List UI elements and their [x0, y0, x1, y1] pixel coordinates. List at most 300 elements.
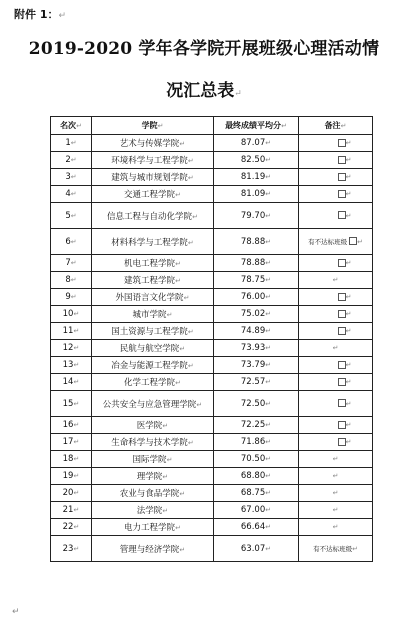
paragraph-mark-icon: ↵ [70, 259, 77, 267]
rank-value: 2 [65, 155, 71, 165]
paragraph-mark-icon: ↵ [73, 378, 80, 386]
college-cell [92, 502, 214, 519]
paragraph-mark-icon: ↵ [345, 399, 352, 408]
paragraph-mark-icon: ↵ [73, 523, 80, 531]
table-row [51, 485, 373, 502]
paragraph-mark-icon: ↵ [73, 438, 80, 446]
note-cell [299, 374, 373, 391]
college-name: 艺术与传媒学院 [119, 139, 180, 149]
table-row [51, 203, 373, 229]
score-cell [214, 186, 299, 203]
score-value: 72.50 [240, 398, 266, 409]
paragraph-mark-icon: ↵ [357, 237, 363, 246]
rank-value: 23 [62, 543, 74, 554]
note-cell [299, 203, 373, 229]
table-row [51, 391, 373, 417]
note-text: 有不达标班级 [313, 544, 353, 553]
college-cell [92, 485, 214, 502]
score-cell [214, 391, 299, 417]
paragraph-mark-icon: ↵ [265, 310, 272, 318]
paragraph-mark-icon: ↵ [73, 310, 80, 318]
table-row [51, 434, 373, 451]
college-cell [92, 468, 214, 485]
rank-value: 16 [62, 420, 74, 430]
score-cell [214, 434, 299, 451]
college-name: 冶金与能源工程学院 [111, 361, 188, 371]
paragraph-mark-icon: ↵ [265, 276, 272, 284]
paragraph-mark-icon: ↵ [345, 259, 352, 267]
score-cell [214, 374, 299, 391]
note-cell [299, 485, 373, 502]
note-cell [299, 502, 373, 519]
note-cell [299, 135, 373, 152]
paragraph-mark-icon: ↵ [175, 191, 181, 199]
checkbox-icon [338, 211, 346, 219]
score-cell [214, 519, 299, 536]
paragraph-mark-icon: ↵ [265, 211, 272, 220]
paragraph-mark-icon: ↵ [265, 472, 272, 480]
table-row [51, 374, 373, 391]
score-value: 66.64 [240, 522, 266, 532]
score-cell [214, 536, 299, 562]
paragraph-mark-icon: ↵ [70, 211, 77, 220]
college-name: 环境科学与工程学院 [111, 156, 188, 166]
paragraph-mark-icon: ↵ [73, 455, 80, 463]
rank-cell [51, 519, 92, 536]
rank-value: 3 [65, 172, 71, 182]
paragraph-mark-icon: ↵ [345, 361, 352, 369]
paragraph-mark-icon: ↵ [73, 506, 80, 514]
paragraph-mark-icon: ↵ [345, 327, 352, 335]
paragraph-mark-icon: ↵ [187, 174, 194, 182]
table-row [51, 229, 373, 255]
paragraph-mark-icon: ↵ [187, 439, 194, 447]
paragraph-mark-icon: ↵ [265, 237, 272, 246]
attachment-label-text: 附件 1： [14, 8, 59, 21]
paragraph-mark-icon: ↵ [166, 456, 173, 464]
rank-value: 22 [62, 522, 74, 532]
score-cell [214, 357, 299, 374]
rank-cell [51, 417, 92, 434]
rank-value: 17 [62, 437, 74, 447]
note-cell [299, 152, 373, 169]
attachment-label [14, 6, 66, 22]
paragraph-mark-icon: ↵ [345, 190, 352, 198]
checkbox-icon [338, 327, 346, 335]
college-cell [92, 169, 214, 186]
checkbox-icon [338, 438, 346, 446]
rank-cell [51, 451, 92, 468]
college-cell [92, 519, 214, 536]
table-row [51, 323, 373, 340]
table-row [51, 186, 373, 203]
paragraph-mark-icon: ↵ [265, 156, 272, 164]
paragraph-mark-icon: ↵ [332, 489, 339, 497]
score-cell [214, 340, 299, 357]
score-value: 81.19 [240, 172, 266, 182]
paragraph-mark-icon: ↵ [187, 328, 194, 336]
paragraph-mark-icon: ↵ [332, 344, 339, 352]
header-college: 学院↵ [92, 117, 214, 135]
college-name: 医学院 [136, 421, 163, 431]
paragraph-mark-icon: ↵ [179, 545, 186, 554]
table-row [51, 272, 373, 289]
note-cell [299, 169, 373, 186]
note-text: 有不达标班级 [308, 237, 348, 246]
paragraph-mark-icon: ↵ [265, 190, 272, 198]
header-rank: 名次↵ [51, 117, 92, 135]
paragraph-mark-icon: ↵ [73, 399, 80, 408]
college-cell [92, 229, 214, 255]
college-name: 法学院 [136, 506, 163, 516]
college-cell [92, 417, 214, 434]
score-value: 78.75 [240, 275, 266, 285]
rank-value: 9 [65, 292, 71, 302]
paragraph-mark-icon: ↵ [73, 421, 80, 429]
rank-value: 15 [62, 398, 74, 409]
note-cell [299, 186, 373, 203]
paragraph-mark-icon: ↵ [70, 156, 77, 164]
rank-cell [51, 374, 92, 391]
table-row [51, 519, 373, 536]
paragraph-mark-icon: ↵ [70, 190, 77, 198]
rank-value: 8 [65, 275, 71, 285]
score-value: 81.09 [240, 189, 266, 199]
paragraph-mark-icon: ↵ [175, 379, 181, 387]
score-value: 76.00 [240, 292, 266, 302]
paragraph-mark-icon: ↵ [265, 173, 272, 181]
college-name: 材料科学与工程学院 [111, 237, 188, 248]
college-cell [92, 357, 214, 374]
college-name: 管理与经济学院 [119, 544, 180, 555]
checkbox-icon [338, 421, 346, 429]
score-value: 72.57 [240, 377, 266, 387]
paragraph-mark-icon: ↵ [73, 327, 80, 335]
paragraph-mark-icon: ↵ [345, 378, 352, 386]
college-cell [92, 152, 214, 169]
paragraph-mark-icon: ↵ [345, 139, 352, 147]
score-value: 87.07 [240, 138, 266, 148]
paragraph-mark-icon: ↵ [187, 362, 194, 370]
college-name: 信息工程与自动化学院 [107, 211, 193, 222]
paragraph-mark-icon: ↵ [175, 277, 181, 285]
rank-value: 21 [62, 505, 74, 515]
checkbox-icon [338, 139, 346, 147]
checkbox-icon [338, 156, 346, 164]
rank-cell [51, 323, 92, 340]
college-cell [92, 323, 214, 340]
checkbox-icon [338, 378, 346, 386]
score-cell [214, 451, 299, 468]
paragraph-mark-icon: ↵ [332, 523, 339, 531]
score-cell [214, 255, 299, 272]
table-row [51, 536, 373, 562]
table-row [51, 289, 373, 306]
paragraph-mark-icon: ↵ [70, 173, 77, 181]
rank-value: 20 [62, 488, 74, 498]
score-value: 72.25 [240, 420, 266, 430]
table-body [51, 135, 373, 562]
table-row [51, 340, 373, 357]
score-value: 63.07 [240, 543, 266, 554]
college-cell [92, 434, 214, 451]
table-row [51, 169, 373, 186]
checkbox-icon [338, 399, 346, 407]
summary-table [50, 116, 373, 562]
rank-cell [51, 502, 92, 519]
paragraph-mark-icon: ↵ [265, 259, 272, 267]
checkbox-icon [338, 361, 346, 369]
paragraph-mark-icon: ↵ [332, 276, 339, 284]
paragraph-mark-icon: ↵ [166, 311, 173, 319]
college-name: 生命科学与技术学院 [111, 438, 188, 448]
paragraph-mark-icon: ↵ [332, 506, 339, 514]
score-cell [214, 417, 299, 434]
score-cell [214, 229, 299, 255]
college-name: 化学工程学院 [124, 378, 176, 388]
note-cell [299, 417, 373, 434]
score-cell [214, 152, 299, 169]
score-value: 78.88 [240, 236, 266, 247]
score-value: 73.93 [240, 343, 266, 353]
college-name: 理学院 [136, 472, 163, 482]
paragraph-mark-icon: ↵ [265, 489, 272, 497]
checkbox-icon [338, 173, 346, 181]
paragraph-mark-icon: ↵ [234, 89, 242, 99]
table-row [51, 135, 373, 152]
score-value: 75.02 [240, 309, 266, 319]
paragraph-mark-icon: ↵ [265, 293, 272, 301]
table-row [51, 417, 373, 434]
note-cell [299, 391, 373, 417]
college-cell [92, 306, 214, 323]
rank-value: 1 [65, 138, 71, 148]
paragraph-mark-icon: ↵ [183, 294, 190, 302]
rank-cell [51, 289, 92, 306]
paragraph-mark-icon: ↵ [345, 438, 352, 446]
rank-cell [51, 536, 92, 562]
note-cell [299, 229, 373, 255]
checkbox-icon [338, 293, 346, 301]
paragraph-mark-icon: ↵ [265, 506, 272, 514]
checkbox-icon [349, 237, 357, 245]
table-row [51, 502, 373, 519]
rank-cell [51, 391, 92, 417]
score-cell [214, 502, 299, 519]
rank-value: 13 [62, 360, 74, 370]
rank-value: 12 [62, 343, 74, 353]
score-value: 71.86 [240, 437, 266, 447]
rank-value: 4 [65, 189, 71, 199]
note-cell [299, 536, 373, 562]
score-value: 82.50 [240, 155, 266, 165]
rank-cell [51, 135, 92, 152]
rank-cell [51, 152, 92, 169]
paragraph-mark-icon: ↵ [192, 212, 198, 221]
score-value: 79.70 [240, 210, 266, 221]
note-cell [299, 340, 373, 357]
college-name: 民航与航空学院 [119, 344, 180, 354]
note-cell [299, 468, 373, 485]
score-cell [214, 169, 299, 186]
note-cell [299, 272, 373, 289]
college-name: 电力工程学院 [124, 523, 176, 533]
paragraph-mark-icon: ↵ [162, 473, 169, 481]
college-name: 建筑与城市规划学院 [111, 173, 188, 183]
note-cell [299, 519, 373, 536]
note-cell [299, 289, 373, 306]
paragraph-mark-icon: ↵ [12, 607, 20, 617]
score-value: 70.50 [240, 454, 266, 464]
paragraph-mark-icon: ↵ [345, 310, 352, 318]
note-cell [299, 255, 373, 272]
college-name: 公共安全与应急管理学院 [102, 399, 197, 410]
score-cell [214, 323, 299, 340]
college-name: 建筑工程学院 [124, 276, 176, 286]
score-value: 78.88 [240, 258, 266, 268]
college-cell [92, 391, 214, 417]
score-value: 68.80 [240, 471, 266, 481]
paragraph-mark-icon: ↵ [187, 238, 194, 247]
paragraph-mark-icon: ↵ [345, 293, 352, 301]
rank-value: 11 [62, 326, 74, 336]
paragraph-mark-icon: ↵ [73, 361, 80, 369]
paragraph-mark-icon: ↵ [73, 544, 80, 553]
paragraph-mark-icon: ↵ [265, 139, 272, 147]
paragraph-mark-icon: ↵ [345, 211, 352, 220]
table-row [51, 306, 373, 323]
paragraph-mark-icon: ↵ [265, 421, 272, 429]
table-row [51, 255, 373, 272]
college-name: 农业与食品学院 [119, 489, 180, 499]
table-row [51, 152, 373, 169]
rank-cell [51, 485, 92, 502]
paragraph-mark-icon: ↵ [265, 361, 272, 369]
college-cell [92, 203, 214, 229]
note-cell [299, 434, 373, 451]
table-row [51, 451, 373, 468]
table-row [51, 357, 373, 374]
score-cell [214, 468, 299, 485]
note-cell [299, 306, 373, 323]
score-cell [214, 289, 299, 306]
college-name: 外国语言文化学院 [115, 293, 184, 303]
score-value: 73.79 [240, 360, 266, 370]
paragraph-mark-icon: ↵ [162, 422, 169, 430]
rank-value: 5 [65, 210, 71, 221]
rank-value: 19 [62, 471, 74, 481]
college-cell [92, 289, 214, 306]
rank-cell [51, 203, 92, 229]
paragraph-mark-icon: ↵ [175, 524, 181, 532]
college-cell [92, 272, 214, 289]
paragraph-mark-icon: ↵ [70, 276, 77, 284]
paragraph-mark-icon: ↵ [179, 140, 186, 148]
college-name: 国土资源与工程学院 [111, 327, 188, 337]
score-value: 67.00 [240, 505, 266, 515]
page-title-line2 [0, 76, 408, 101]
note-cell [299, 451, 373, 468]
rank-value: 10 [62, 309, 74, 319]
table-header-row [51, 117, 373, 135]
college-cell [92, 340, 214, 357]
paragraph-mark-icon: ↵ [73, 489, 80, 497]
table-row [51, 468, 373, 485]
paragraph-mark-icon: ↵ [73, 472, 80, 480]
paragraph-mark-icon: ↵ [265, 327, 272, 335]
college-cell [92, 451, 214, 468]
paragraph-mark-icon: ↵ [179, 490, 186, 498]
college-cell [92, 536, 214, 562]
rank-value: 6 [65, 236, 71, 247]
rank-cell [51, 169, 92, 186]
rank-cell [51, 272, 92, 289]
header-note: 备注↵ [299, 117, 373, 135]
score-value: 68.75 [240, 488, 266, 498]
paragraph-mark-icon: ↵ [332, 455, 339, 463]
paragraph-mark-icon: ↵ [179, 345, 186, 353]
score-cell [214, 306, 299, 323]
paragraph-mark-icon: ↵ [175, 260, 181, 268]
paragraph-mark-icon: ↵ [352, 544, 358, 553]
page-title-line2-text: 况汇总表 [166, 81, 235, 101]
paragraph-mark-icon: ↵ [162, 507, 169, 515]
score-value: 74.89 [240, 326, 266, 336]
rank-cell [51, 306, 92, 323]
rank-cell [51, 434, 92, 451]
rank-cell [51, 340, 92, 357]
rank-value: 14 [62, 377, 74, 387]
college-name: 交通工程学院 [124, 190, 176, 200]
score-cell [214, 485, 299, 502]
paragraph-mark-icon: ↵ [265, 438, 272, 446]
score-cell [214, 272, 299, 289]
paragraph-mark-icon: ↵ [196, 400, 203, 409]
rank-cell [51, 468, 92, 485]
college-name: 国际学院 [132, 455, 167, 465]
college-name: 城市学院 [132, 310, 167, 320]
paragraph-mark-icon: ↵ [345, 156, 352, 164]
paragraph-mark-icon: ↵ [345, 173, 352, 181]
score-cell [214, 135, 299, 152]
checkbox-icon [338, 190, 346, 198]
paragraph-mark-icon: ↵ [70, 139, 77, 147]
score-cell [214, 203, 299, 229]
rank-value: 7 [65, 258, 71, 268]
college-cell [92, 255, 214, 272]
rank-cell [51, 229, 92, 255]
page-title-line1: 2019-2020 学年各学院开展班级心理活动情 [28, 39, 380, 59]
rank-cell [51, 186, 92, 203]
paragraph-mark-icon: ↵ [332, 472, 339, 480]
rank-cell [51, 357, 92, 374]
college-cell [92, 374, 214, 391]
rank-cell [51, 255, 92, 272]
paragraph-mark-icon: ↵ [265, 523, 272, 531]
paragraph-mark-icon: ↵ [265, 455, 272, 463]
header-score: 最终成绩平均分↵ [214, 117, 299, 135]
paragraph-mark-icon: ↵ [187, 157, 194, 165]
note-cell [299, 357, 373, 374]
college-cell [92, 186, 214, 203]
checkbox-icon [338, 310, 346, 318]
paragraph-mark-icon: ↵ [345, 421, 352, 429]
paragraph-mark-icon: ↵ [265, 399, 272, 408]
college-name: 机电工程学院 [124, 259, 176, 269]
paragraph-mark-icon: ↵ [58, 11, 67, 21]
paragraph-mark-icon: ↵ [265, 544, 272, 553]
rank-value: 18 [62, 454, 74, 464]
